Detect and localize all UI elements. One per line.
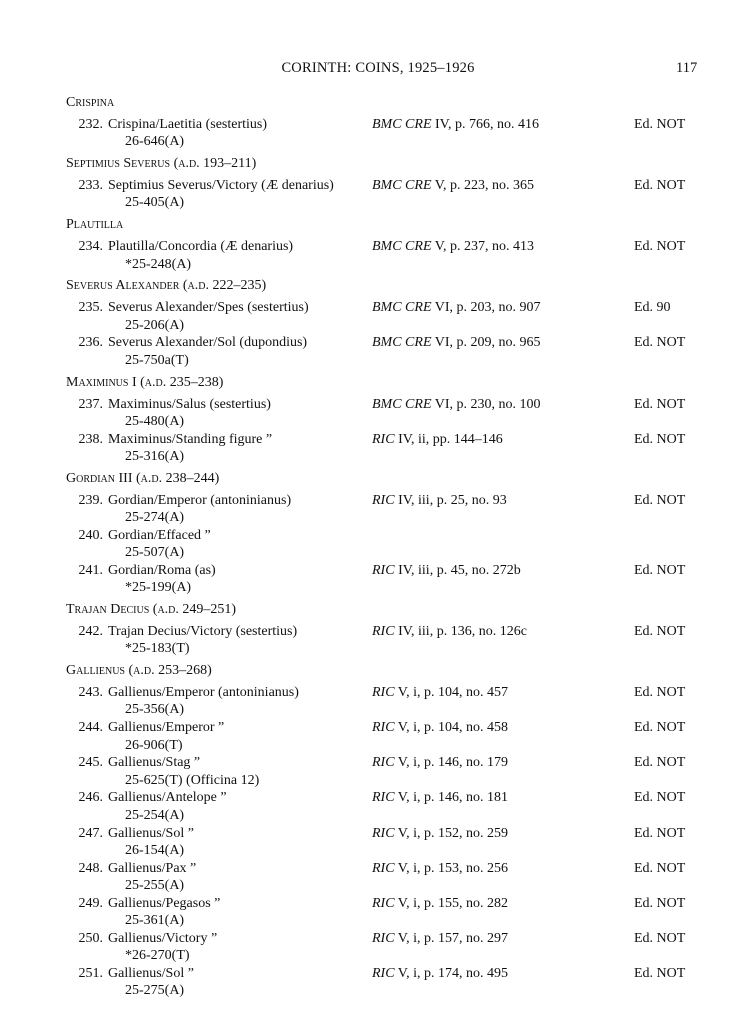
edition-note: Ed. NOT <box>634 562 686 578</box>
coin-description: Septimius Severus/Victory (Æ denarius) <box>108 178 334 194</box>
inventory-number: 25-275(A) <box>125 983 185 999</box>
section-heading: Crispina <box>66 95 115 110</box>
inventory-number: *25-183(T) <box>125 641 190 657</box>
reference-locator: IV, p. 766, no. 416 <box>431 117 539 132</box>
reference-corpus: RIC <box>372 895 395 911</box>
entry-number: 232. <box>78 117 103 132</box>
coin-description: Crispina/Laetitia (sestertius) <box>108 117 268 132</box>
section-heading: Plautilla <box>66 217 124 233</box>
edition-note: Ed. NOT <box>634 860 686 876</box>
catalogue-reference <box>372 790 508 806</box>
coin-description: Gallienus/Pax ” <box>108 860 197 876</box>
coin-description: Trajan Decius/Victory (sestertius) <box>108 624 298 639</box>
edition-note: Ed. NOT <box>634 117 686 132</box>
edition-note: Ed. NOT <box>634 335 686 351</box>
catalogue-reference <box>372 300 541 316</box>
inventory-number: 25-254(A) <box>125 807 185 823</box>
edition-note: Ed. NOT <box>634 685 686 701</box>
entry-number: 243. <box>78 685 103 701</box>
reference-corpus: RIC <box>372 965 395 981</box>
edition-note: Ed. NOT <box>634 396 686 412</box>
reference-locator: IV, iii, p. 25, no. 93 <box>394 492 507 508</box>
edition-note: Ed. NOT <box>634 624 686 639</box>
inventory-number: 25-405(A) <box>125 195 185 211</box>
reference-corpus: BMC CRE <box>372 239 432 255</box>
edition-note: Ed. NOT <box>634 178 686 194</box>
catalogue-reference <box>372 178 534 194</box>
edition-note: Ed. NOT <box>634 825 686 841</box>
reference-corpus: RIC <box>372 685 395 701</box>
reference-corpus: RIC <box>372 720 395 736</box>
coin-description: Gordian/Roma (as) <box>108 562 216 578</box>
reference-locator: V, i, p. 152, no. 259 <box>394 825 509 841</box>
coin-description: Gallienus/Sol ” <box>108 965 194 981</box>
reference-locator: IV, ii, pp. 144–146 <box>394 431 503 447</box>
inventory-number: 26-646(A) <box>125 134 185 150</box>
catalogue-reference <box>372 720 508 736</box>
reference-corpus: RIC <box>372 790 395 806</box>
coin-description: Gordian/Effaced ” <box>108 527 211 543</box>
catalogue-reference <box>372 117 539 133</box>
entry-number: 238. <box>78 431 103 447</box>
entry-number: 239. <box>78 492 103 508</box>
entry-number: 246. <box>78 790 103 806</box>
catalogue-reference <box>372 624 527 640</box>
edition-note: Ed. 90 <box>634 300 671 316</box>
coin-description: Plautilla/Concordia (Æ denarius) <box>108 239 294 255</box>
inventory-number: 25-507(A) <box>125 545 185 561</box>
reference-locator: V, p. 237, no. 413 <box>431 239 535 255</box>
entry-number: 241. <box>78 562 103 578</box>
section-heading: Severus Alexander (a.d. 222–235) <box>66 278 267 294</box>
reference-locator: V, i, p. 174, no. 495 <box>394 965 509 981</box>
reference-corpus: RIC <box>372 930 395 946</box>
reference-locator: V, i, p. 146, no. 179 <box>394 755 509 771</box>
entry-number: 236. <box>78 335 103 351</box>
reference-corpus: RIC <box>372 860 395 876</box>
catalogue-reference <box>372 896 508 912</box>
catalogue-reference <box>372 861 508 877</box>
coin-description: Maximinus/Salus (sestertius) <box>108 396 271 412</box>
reference-locator: V, i, p. 153, no. 256 <box>394 860 509 876</box>
edition-note: Ed. NOT <box>634 755 686 771</box>
edition-note: Ed. NOT <box>634 895 686 911</box>
reference-corpus: RIC <box>372 431 395 447</box>
coin-description: Gallienus/Sol ” <box>108 825 194 841</box>
reference-locator: VI, p. 230, no. 100 <box>431 396 541 412</box>
reference-corpus: RIC <box>372 492 395 508</box>
reference-corpus: BMC CRE <box>372 117 432 132</box>
inventory-number: 25-356(A) <box>125 702 185 718</box>
coin-description: Gallienus/Emperor (antoninianus) <box>108 685 299 701</box>
section-heading: Gordian III (a.d. 238–244) <box>66 470 220 486</box>
page-header-title: CORINTH: COINS, 1925–1926 <box>281 60 475 76</box>
coin-description: Gordian/Emperor (antoninianus) <box>108 492 292 508</box>
coin-description: Gallienus/Stag ” <box>108 755 201 771</box>
edition-note: Ed. NOT <box>634 965 686 981</box>
catalogue-reference <box>372 432 503 448</box>
reference-corpus: BMC CRE <box>372 396 432 412</box>
entry-number: 237. <box>78 396 103 412</box>
catalogue-reference <box>372 685 508 701</box>
edition-note: Ed. NOT <box>634 492 686 508</box>
reference-locator: VI, p. 209, no. 965 <box>431 335 541 351</box>
coin-description: Gallienus/Pegasos ” <box>108 895 221 911</box>
catalogue-reference <box>372 966 508 982</box>
catalogue-reference <box>372 397 541 413</box>
entry-number: 240. <box>78 527 103 543</box>
entry-number: 234. <box>78 239 103 255</box>
reference-locator: V, i, p. 104, no. 458 <box>394 720 509 736</box>
catalogue-reference <box>372 755 508 771</box>
inventory-number: *25-248(A) <box>125 256 192 272</box>
reference-locator: V, p. 223, no. 365 <box>431 178 535 194</box>
catalogue-reference <box>372 335 541 351</box>
coin-description: Maximinus/Standing figure ” <box>108 431 273 447</box>
coin-description: Severus Alexander/Spes (sestertius) <box>108 300 309 316</box>
entry-number: 250. <box>78 930 103 946</box>
entry-number: 235. <box>78 300 103 316</box>
entry-number: 242. <box>78 624 103 639</box>
entry-number: 248. <box>78 860 103 876</box>
section-heading: Gallienus (a.d. 253–268) <box>66 663 212 679</box>
section-heading: Trajan Decius (a.d. 249–251) <box>66 602 237 617</box>
coin-description: Gallienus/Antelope ” <box>108 790 227 806</box>
catalogue-reference <box>372 931 508 947</box>
reference-corpus: BMC CRE <box>372 178 432 194</box>
inventory-number: 26-906(T) <box>125 737 183 753</box>
reference-locator: V, i, p. 146, no. 181 <box>394 790 509 806</box>
entry-number: 251. <box>78 965 103 981</box>
inventory-number: 25-206(A) <box>125 317 185 333</box>
catalogue-reference <box>372 493 507 509</box>
inventory-number: 25-316(A) <box>125 448 185 464</box>
reference-locator: V, i, p. 155, no. 282 <box>394 895 509 911</box>
entry-number: 247. <box>78 825 103 841</box>
inventory-number: *25-199(A) <box>125 580 192 596</box>
reference-corpus: RIC <box>372 562 395 578</box>
catalogue-reference <box>372 239 534 255</box>
catalogue-reference <box>372 826 508 842</box>
entry-number: 245. <box>78 755 103 771</box>
coin-description: Severus Alexander/Sol (dupondius) <box>108 335 308 351</box>
inventory-number: 25-255(A) <box>125 877 185 893</box>
inventory-number: 25-480(A) <box>125 413 185 429</box>
edition-note: Ed. NOT <box>634 720 686 736</box>
inventory-number: 26-154(A) <box>125 842 185 858</box>
entry-number: 244. <box>78 720 103 736</box>
edition-note: Ed. NOT <box>634 930 686 946</box>
edition-note: Ed. NOT <box>634 431 686 447</box>
reference-locator: VI, p. 203, no. 907 <box>431 300 541 316</box>
inventory-number: *26-270(T) <box>125 948 190 964</box>
inventory-number: 25-750a(T) <box>125 352 189 368</box>
reference-corpus: BMC CRE <box>372 335 432 351</box>
reference-locator: IV, iii, p. 45, no. 272b <box>394 562 521 578</box>
coin-description: Gallienus/Victory ” <box>108 930 218 946</box>
inventory-number: 25-625(T) (Officina 12) <box>125 772 260 788</box>
section-heading: Maximinus I (a.d. 235–238) <box>66 374 224 390</box>
section-heading: Septimius Severus (a.d. 193–211) <box>66 156 257 172</box>
reference-corpus: RIC <box>372 755 395 771</box>
edition-note: Ed. NOT <box>634 239 686 255</box>
reference-corpus: RIC <box>372 624 395 639</box>
edition-note: Ed. NOT <box>634 790 686 806</box>
reference-locator: V, i, p. 157, no. 297 <box>394 930 509 946</box>
inventory-number: 25-361(A) <box>125 913 185 928</box>
reference-corpus: BMC CRE <box>372 300 432 316</box>
reference-locator: IV, iii, p. 136, no. 126c <box>394 624 527 639</box>
reference-locator: V, i, p. 104, no. 457 <box>394 685 509 701</box>
reference-corpus: RIC <box>372 825 395 841</box>
entry-number: 249. <box>78 895 103 911</box>
inventory-number: 25-274(A) <box>125 510 185 525</box>
page-number: 117 <box>676 60 698 76</box>
entry-number: 233. <box>78 178 103 194</box>
catalogue-reference <box>372 563 521 579</box>
coin-description: Gallienus/Emperor ” <box>108 720 225 736</box>
